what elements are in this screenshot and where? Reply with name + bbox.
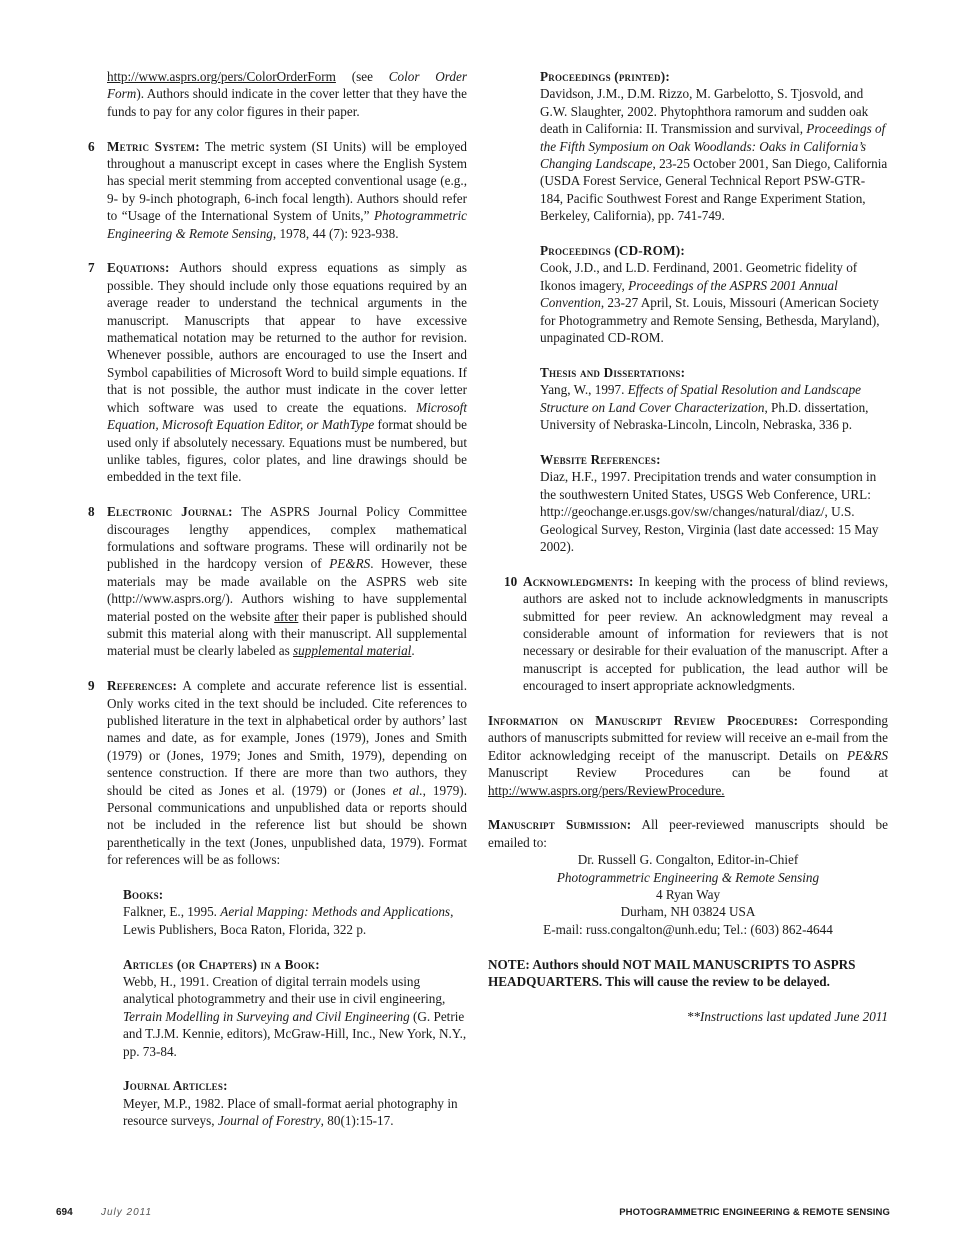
ref-title: Effects of Spatial Resolution and Landscape Structure on Land Cover Characterization	[540, 382, 862, 415]
color-order-link[interactable]: http://www.asprs.org/pers/ColorOrderForm	[107, 69, 336, 84]
ref-heading: Website References:	[540, 451, 661, 467]
item-number: 8	[88, 504, 95, 520]
item-number: 7	[88, 260, 95, 276]
item-number: 6	[88, 138, 95, 154]
right-column	[488, 68, 888, 1043]
ref-proceedings-cdrom	[488, 242, 888, 346]
ref-text: , 23-27 April, St. Louis, Missouri (American Society for Photogrammetry and Remote Sensing, Bethesda, Maryland), unpaginated CD-ROM.	[540, 295, 880, 346]
item-text: The metric system (SI Units) will be employed throughout a manuscript except in cases where the English System has special merit stemming from accepted conventional usage (e.g., 9- by 9-inch photograph, 6-inch focal length). Authors should refer to “Usage of the International System of Units,”	[107, 138, 467, 224]
ref-heading: Thesis and Dissertations:	[540, 364, 686, 380]
ref-journal-articles	[88, 1077, 467, 1129]
item-text: , 1979). Personal communications and unpublished data or reports should not be included in the reference list but should be shown parenthetically in the text (Jones, unpublished data, 1979). Format for references will be as follows:	[107, 782, 467, 868]
ref-text: (G. Petrie and T.J.M. Kennie, editors), McGraw-Hill, Inc., New York, N.Y., pp. 73-84.	[123, 1008, 467, 1059]
color-order-form-title: Color Order Form	[107, 69, 467, 102]
editor-name: Dr. Russell G. Congalton, Editor-in-Chief	[577, 852, 799, 868]
journal-abbrev: PE&RS	[846, 747, 888, 763]
ref-title: Proceedings of the ASPRS 2001 Annual Convention	[540, 277, 838, 311]
page-number: 694	[56, 1207, 73, 1218]
contact-email: E-mail: russ.congalton@unh.edu; Tel.: (603) 862-4644	[543, 921, 833, 937]
mail-note: NOTE: Authors should NOT MAIL MANUSCRIPTS TO ASPRS HEADQUARTERS. This will cause the review to be delayed.	[488, 956, 856, 990]
ref-title: Terrain Modelling in Surveying and Civil Engineering	[123, 1008, 410, 1024]
emphasis-supplemental: supplemental material	[293, 643, 412, 659]
item-text: .	[411, 643, 415, 659]
item-heading: Metric System:	[107, 138, 200, 154]
item-equations	[88, 259, 467, 485]
item-heading: Equations:	[107, 260, 170, 276]
issue-date: July 2011	[101, 1207, 153, 1218]
journal-title: Photogrammetric Engineering & Remote Sensing	[556, 869, 820, 885]
item-text: format should be used only if absolutely necessary. Equations must be numbered, but unlike tables, figures, color plates, and line drawings should be embedded in the text file.	[107, 417, 467, 485]
ref-text: Webb, H., 1991. Creation of digital terrain models using analytical photogrammetry and their use in civil engineering,	[123, 974, 446, 1007]
item-number: 9	[88, 678, 95, 694]
review-procedures-paragraph	[488, 712, 888, 799]
journal-abbrev: PE&RS	[329, 556, 371, 572]
item-heading: Acknowledgments:	[523, 573, 634, 589]
item-metric-system	[88, 138, 467, 242]
page-footer	[0, 1207, 960, 1223]
item-number: 10	[504, 573, 518, 589]
ref-text: Yang, W., 1997.	[540, 382, 628, 398]
ref-text: , 80(1):15-17.	[320, 1113, 394, 1129]
ref-thesis	[488, 364, 888, 434]
ref-books	[88, 886, 467, 938]
ref-text: Meyer, M.P., 1982. Place of small-format aerial photography in resource surveys,	[123, 1095, 458, 1129]
review-procedure-link[interactable]: http://www.asprs.org/pers/ReviewProcedure.	[488, 782, 725, 798]
item-acknowledgments	[488, 573, 888, 695]
ref-proceedings-printed	[488, 68, 888, 225]
item-heading: Electronic Journal:	[107, 504, 233, 520]
section-heading: Manuscript Submission:	[488, 817, 632, 833]
ref-text: , Lewis Publishers, Boca Raton, Florida, 322 p.	[123, 904, 454, 937]
ref-text: , 23-25 October 2001, San Diego, California (USDA Forest Service, General Technical Report PSW-GTR-184, Pacific Southwest Forest and Range Experiment Station, Berkeley, California), pp. 741-749.	[540, 156, 888, 224]
emphasis-after: after	[274, 608, 299, 624]
ref-heading: Proceedings (CD-ROM):	[540, 243, 685, 259]
ref-title: Aerial Mapping: Methods and Applications	[220, 904, 451, 920]
ref-heading: Journal Articles:	[123, 1078, 228, 1094]
section-heading: Information on Manuscript Review Procedures:	[488, 712, 799, 728]
journal-name	[488, 869, 888, 886]
section-text: All peer-reviewed manuscripts should be emailed to:	[488, 817, 888, 850]
item-electronic-journal	[88, 503, 467, 660]
manuscript-submission	[488, 816, 888, 938]
section-text: Manuscript Review Procedures can be found at	[488, 765, 888, 781]
ref-text: Diaz, H.F., 1997. Precipitation trends and water consumption in the southwestern United States, USGS Web Conference, URL: http://geochange.er.usgs.gov/sw/changes/natural/diaz/, U.S. Geological Survey, Reston, Virginia (last date accessed: 15 May 2002).	[540, 469, 879, 554]
text: (see	[335, 69, 389, 84]
address-city: Durham, NH 03824 USA	[620, 904, 756, 920]
journal-title: Photogrammetric Engineering & Remote Sensing	[107, 208, 467, 241]
software-names: Microsoft Equation, Microsoft Equation Editor, or MathType	[107, 399, 467, 433]
ref-text: , Ph.D. dissertation, University of Nebraska-Lincoln, Lincoln, Nebraska, 336 p.	[540, 399, 869, 433]
item-heading: References:	[107, 678, 178, 694]
item-text: The ASPRS Journal Policy Committee discourages lengthy appendices, complex mathematical formulations and software programs. These will ordinarily not be published in the hardcopy version of	[107, 504, 467, 572]
address-street: 4 Ryan Way	[655, 887, 721, 902]
et-al: et al.	[392, 782, 423, 798]
ref-heading: Books:	[123, 887, 164, 903]
item-references	[88, 677, 467, 868]
item-text: , 1978, 44 (7): 923-938.	[272, 225, 399, 241]
last-updated: **Instructions last updated June 2011	[686, 1008, 888, 1024]
ref-title: Journal of Forestry	[217, 1113, 321, 1129]
ref-heading: Articles (or Chapters) in a Book:	[123, 956, 320, 972]
item-text: their paper is published should submit this material along with their manuscript. All supplemental material must be clearly labeled as	[107, 608, 468, 659]
item-text: A complete and accurate reference list is essential. Only works cited in the text should be included. Cite references to published literature in the text in alphabetical order by authors’ last names and date, as for example, Jones (1979), Jones and Smith (1979) or (Jones, 1979; Jones and Smith, 1979), depending on sentence construction. If there are more than two authors, they should be cited as Jones et al. (1979) or (Jones	[107, 678, 467, 798]
ref-text: Falkner, E., 1995.	[123, 904, 221, 920]
item-text: . However, these materials may be made available on the ASPRS web site (http://www.asprs.org/). Authors wishing to have supplemental material posted on the website	[107, 556, 467, 624]
ref-heading: Proceedings (printed):	[540, 69, 670, 84]
ref-text: Davidson, J.M., D.M. Rizzo, M. Garbelotto, S. Tjosvold, and G.W. Slaughter, 2002. Phytophthora ramorum and sudden oak death in California: II. Transmission and survival,	[540, 86, 869, 137]
text: ). Authors should indicate in the cover letter that they have the funds to pay for any color figures in their paper.	[107, 86, 467, 119]
ref-title: Proceedings of the Fifth Symposium on Oak Woodlands: Oaks in California’s Changing Landscape	[540, 121, 886, 172]
ref-website	[488, 451, 888, 555]
section-text: Corresponding authors of manuscripts submitted for review will receive an e-mail from the Editor acknowledging receipt of the manuscript. Details on	[488, 712, 889, 763]
item-text: Authors should express equations as simply as possible. They should include only those equations required by an average reader to understand the technical arguments in the manuscript. Manuscripts that appear to have excessive mathematical notation may be returned to the author for revision. Whenever possible, authors are encouraged to use the Insert and Symbol capabilities of Microsoft Word to build simple equations. If that is not possible, the author must indicate in the cover letter which software was used to create the equations.	[107, 260, 467, 415]
ref-articles	[88, 956, 467, 1060]
journal-running-title: PHOTOGRAMMETRIC ENGINEERING & REMOTE SENSING	[619, 1207, 890, 1218]
ref-text: Cook, J.D., and L.D. Ferdinand, 2001. Geometric fidelity of Ikonos imagery,	[540, 260, 858, 293]
item-text: In keeping with the process of blind reviews, authors are asked not to include acknowledgments in manuscripts submitted for peer review. An acknowledgment may reveal a considerable amount of information for reviewers that is not necessary or desirable for their evaluation of the manuscript. After a manuscript is accepted for publication, the lead author will be encouraged to insert appropriate acknowledgments.	[523, 573, 888, 694]
color-order-paragraph	[88, 68, 467, 120]
left-column	[88, 68, 467, 1147]
